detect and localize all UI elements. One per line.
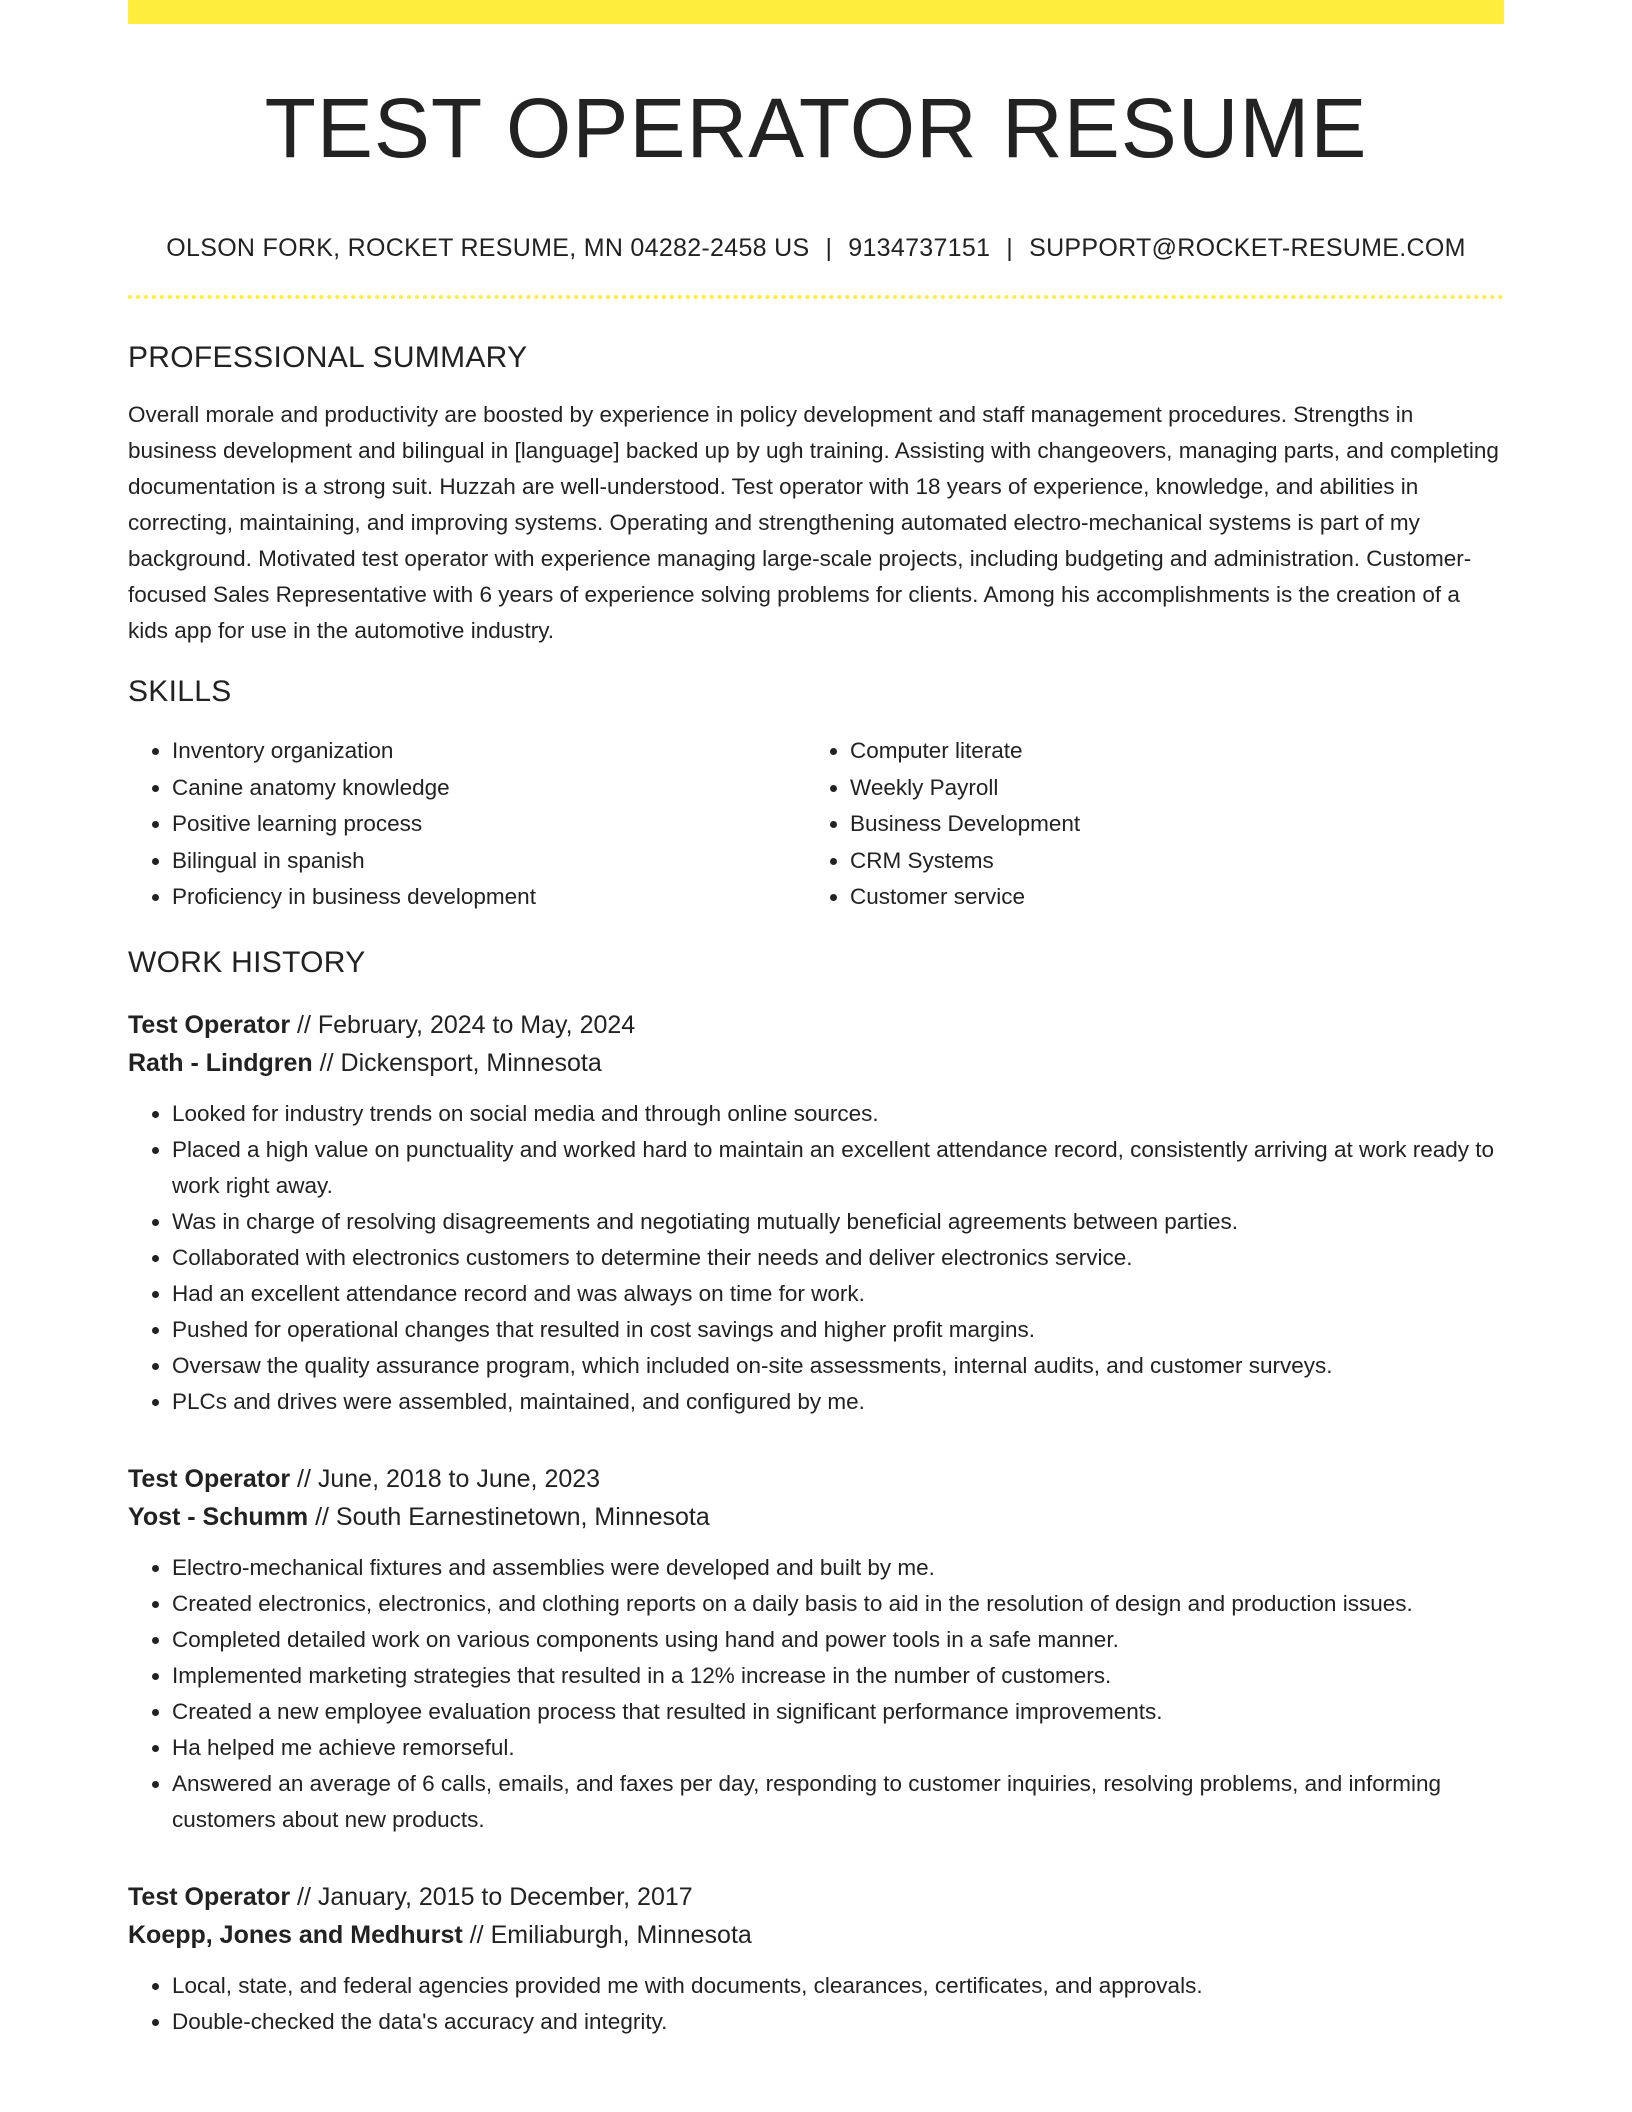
delimiter: //	[290, 1882, 318, 1911]
skill-item: • Positive learning process	[172, 806, 806, 843]
skills-column-left	[128, 733, 806, 916]
job-bullet: • Implemented marketing strategies that resulted in a 12% increase in the number of customers.	[172, 1658, 1504, 1694]
job-bullet: • Placed a high value on punctuality and worked hard to maintain an excellent attendance record, consistently arriving at work ready to work right away.	[172, 1132, 1504, 1204]
job-company-line	[128, 1916, 1504, 1954]
job-entry	[128, 1878, 1504, 2040]
skills-list	[128, 733, 1504, 916]
job-bullet: • Ha helped me achieve remorseful.	[172, 1730, 1504, 1766]
delimiter: //	[312, 1048, 341, 1077]
skill-item: • Bilingual in spanish	[172, 843, 806, 880]
job-dates: February, 2024 to May, 2024	[317, 1010, 636, 1039]
skills-heading: SKILLS	[128, 675, 232, 709]
job-bullet: • Created a new employee evaluation process that resulted in significant performance improvements.	[172, 1694, 1504, 1730]
skill-item: • Inventory organization	[172, 733, 806, 770]
job-bullet: • Looked for industry trends on social media and through online sources.	[172, 1096, 1504, 1132]
job-title-line	[128, 1006, 1504, 1044]
job-company-line	[128, 1498, 1504, 1536]
job-title: Test Operator	[128, 1010, 291, 1039]
job-bullet: • Completed detailed work on various components using hand and power tools in a safe manner.	[172, 1622, 1504, 1658]
job-bullet: • Collaborated with electronics customers to determine their needs and deliver electronics service.	[172, 1240, 1504, 1276]
contact-separator: |	[825, 234, 833, 263]
job-bullet: • Electro-mechanical fixtures and assemblies were developed and built by me.	[172, 1550, 1504, 1586]
delimiter: //	[290, 1010, 318, 1039]
job-bullets	[128, 1096, 1504, 1420]
job-title-line	[128, 1460, 1504, 1498]
contact-email: SUPPORT@ROCKET-RESUME.COM	[1029, 234, 1466, 263]
skill-item: • Customer service	[850, 879, 1484, 916]
job-entry	[128, 1006, 1504, 1420]
job-title: Test Operator	[128, 1882, 291, 1911]
contact-address: OLSON FORK, ROCKET RESUME, MN 04282-2458 US	[166, 234, 810, 263]
job-bullets	[128, 1968, 1504, 2040]
job-bullet: • Double-checked the data's accuracy and integrity.	[172, 2004, 1504, 2040]
job-company: Rath - Lindgren	[128, 1048, 313, 1077]
skill-item: • Proficiency in business development	[172, 879, 806, 916]
job-dates: January, 2015 to December, 2017	[317, 1882, 693, 1911]
job-dates: June, 2018 to June, 2023	[317, 1464, 601, 1493]
job-location: Dickensport, Minnesota	[340, 1048, 602, 1077]
job-bullet: • Had an excellent attendance record and was always on time for work.	[172, 1276, 1504, 1312]
summary-heading: PROFESSIONAL SUMMARY	[128, 341, 528, 375]
skill-item: • Computer literate	[850, 733, 1484, 770]
summary-text: Overall morale and productivity are boosted by experience in policy development and staff management procedures. Strengths in business development and bilingual in [language] backed up by ugh training. Assisting with changeovers, managing parts, and completing documentation is a strong suit. Huzzah are well-understood. Test operator with 18 years of experience, knowledge, and abilities in correcting, maintaining, and improving systems. Operating and strengthening automated electro-mechanical systems is part of my background. Motivated test operator with experience managing large-scale projects, including budgeting and administration. Customer-focused Sales Representative with 6 years of experience solving problems for clients. Among his accomplishments is the creation of a kids app for use in the automotive industry.	[128, 402, 1499, 644]
job-bullet: • Oversaw the quality assurance program, which included on-site assessments, internal audits, and customer surveys.	[172, 1348, 1504, 1384]
job-bullets	[128, 1550, 1504, 1838]
job-title-line	[128, 1878, 1504, 1916]
accent-top-bar	[128, 0, 1504, 24]
contact-separator: |	[1006, 234, 1014, 263]
skill-item: • CRM Systems	[850, 843, 1484, 880]
delimiter: //	[462, 1920, 491, 1949]
job-company-line	[128, 1044, 1504, 1082]
skill-item: • Weekly Payroll	[850, 770, 1484, 807]
header-divider	[128, 295, 1504, 299]
job-location: South Earnestinetown, Minnesota	[335, 1502, 710, 1531]
skill-item: • Canine anatomy knowledge	[172, 770, 806, 807]
job-bullet: • Answered an average of 6 calls, emails, and faxes per day, responding to customer inquiries, resolving problems, and informing customers about new products.	[172, 1766, 1504, 1838]
job-company: Yost - Schumm	[128, 1502, 309, 1531]
contact-line	[128, 234, 1504, 263]
job-bullet: • Local, state, and federal agencies provided me with documents, clearances, certificates, and approvals.	[172, 1968, 1504, 2004]
page-title: TEST OPERATOR RESUME	[264, 81, 1368, 175]
job-bullet: • Was in charge of resolving disagreements and negotiating mutually beneficial agreements between parties.	[172, 1204, 1504, 1240]
job-title: Test Operator	[128, 1464, 291, 1493]
job-entry	[128, 1460, 1504, 1838]
skill-item: • Business Development	[850, 806, 1484, 843]
job-location: Emiliaburgh, Minnesota	[490, 1920, 752, 1949]
delimiter: //	[308, 1502, 336, 1531]
job-bullet: • PLCs and drives were assembled, maintained, and configured by me.	[172, 1384, 1504, 1420]
skills-column-right	[806, 733, 1484, 916]
work-history-heading: WORK HISTORY	[128, 945, 366, 979]
job-bullet: • Pushed for operational changes that resulted in cost savings and higher profit margins.	[172, 1312, 1504, 1348]
job-company: Koepp, Jones and Medhurst	[128, 1920, 463, 1949]
contact-phone: 9134737151	[848, 234, 991, 263]
job-bullet: • Created electronics, electronics, and clothing reports on a daily basis to aid in the resolution of design and production issues.	[172, 1586, 1504, 1622]
resume-page	[128, 0, 1504, 2040]
delimiter: //	[290, 1464, 318, 1493]
